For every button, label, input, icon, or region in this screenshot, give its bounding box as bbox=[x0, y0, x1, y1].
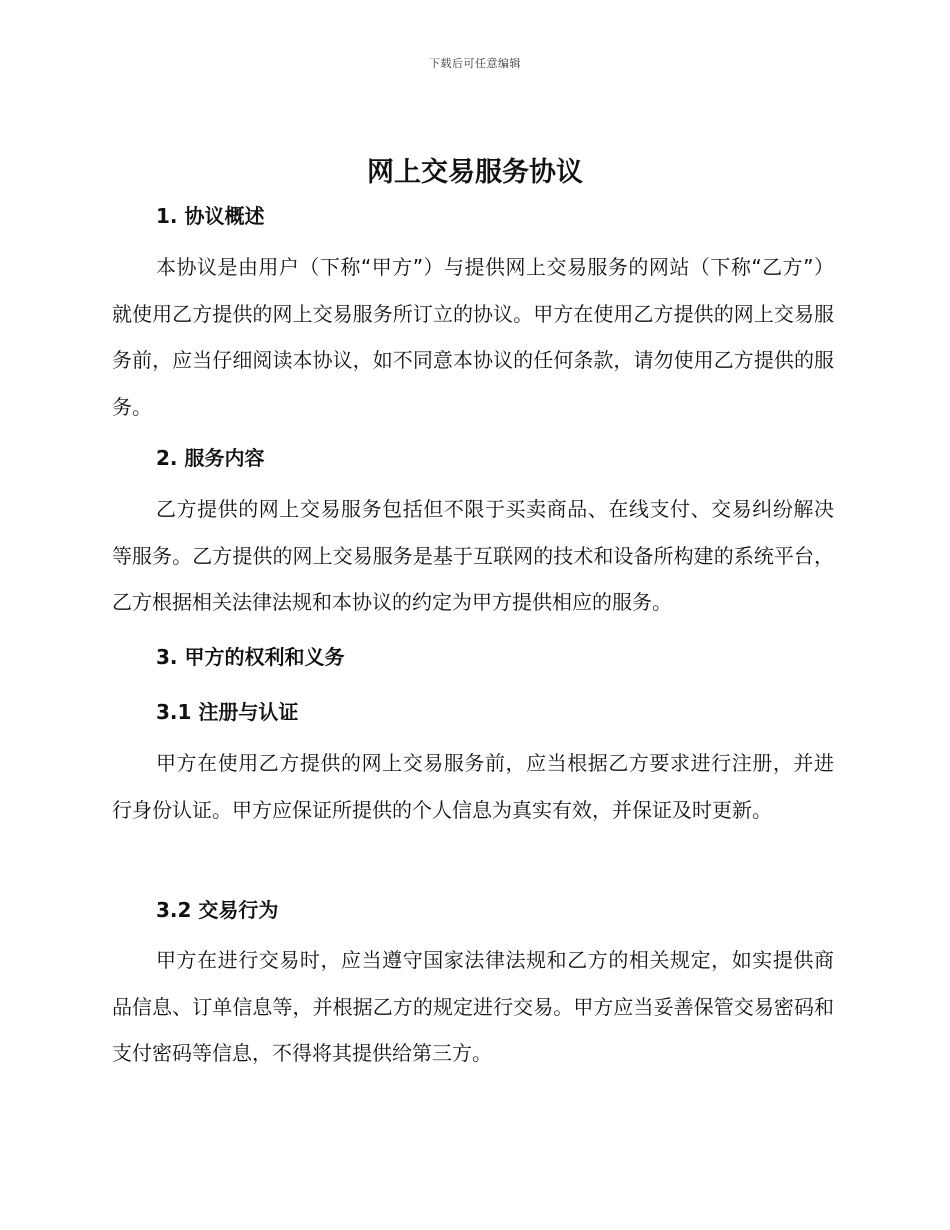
page-header-note: 下载后可任意编辑 bbox=[429, 57, 521, 70]
document-title: 网上交易服务协议 bbox=[367, 157, 583, 188]
section-paragraph-trading: 甲方在进行交易时，应当遵守国家法律法规和乙方的相关规定，如实提供商品信息、订单信息等，并根据乙方的规定进行交易。甲方应当妥善保管交易密码和支付密码等信息，不得将其提供给第三方。 bbox=[112, 948, 834, 1065]
section-paragraph-registration: 甲方在使用乙方提供的网上交易服务前，应当根据乙方要求进行注册，并进行身份认证。甲方应保证所提供的个人信息为真实有效，并保证及时更新。 bbox=[112, 751, 834, 822]
section-heading-registration: 3.1 注册与认证 bbox=[156, 700, 299, 724]
section-heading-trading: 3.2 交易行为 bbox=[156, 898, 279, 922]
section-paragraph-overview: 本协议是由用户（下称“甲方”）与提供网上交易服务的网站（下称“乙方”）就使用乙方提供的网上交易服务所订立的协议。甲方在使用乙方提供的网上交易服务前，应当仔细阅读本协议，如不同意本协议的任何条款，请勿使用乙方提供的服务。 bbox=[112, 255, 834, 419]
section-paragraph-service: 乙方提供的网上交易服务包括但不限于买卖商品、在线支付、交易纠纷解决等服务。乙方提供的网上交易服务是基于互联网的技术和设备所构建的系统平台，乙方根据相关法律法规和本协议的约定为甲方提供相应的服务。 bbox=[112, 497, 834, 614]
section-heading-overview: 1. 协议概述 bbox=[156, 204, 265, 228]
section-heading-service: 2. 服务内容 bbox=[156, 446, 265, 470]
section-heading-rights: 3. 甲方的权利和义务 bbox=[156, 645, 345, 669]
